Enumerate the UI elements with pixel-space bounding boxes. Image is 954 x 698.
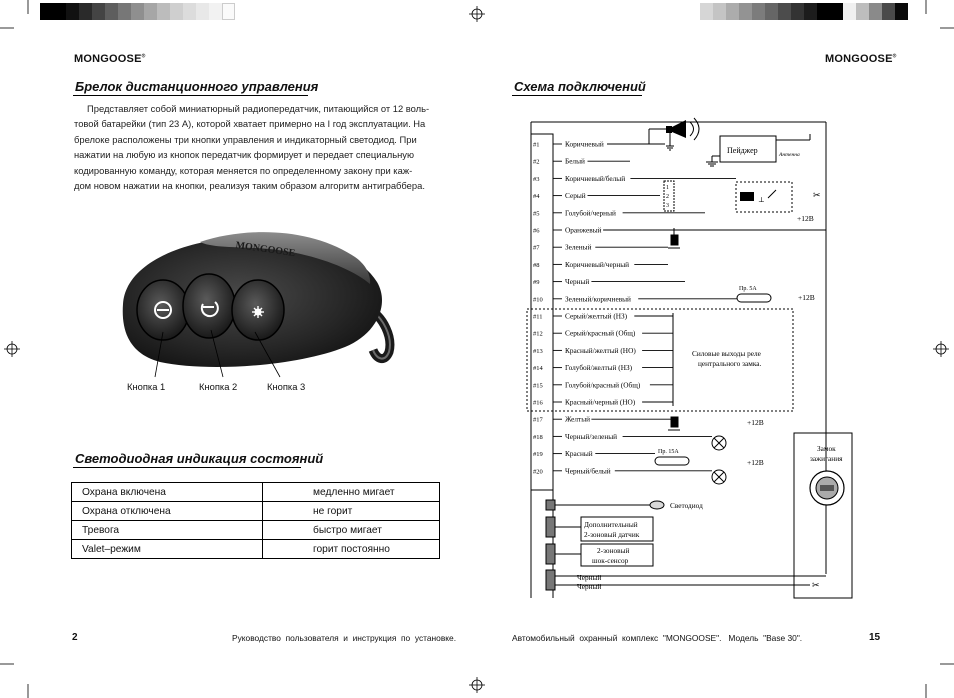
extra-sensor-label: 2-зоновый датчик — [584, 530, 640, 539]
pin-number: #13 — [533, 347, 543, 355]
plus12-label: +12В — [747, 418, 764, 427]
wire-label: Коричневый/белый — [565, 173, 626, 183]
wire-label: Коричневый/черный — [565, 259, 630, 269]
wire-label: Красный — [565, 449, 593, 459]
extra-sensor-label: Дополнительный — [584, 520, 638, 529]
wire-label: Красный/черный (НО) — [565, 397, 636, 407]
antenna-label: Антенна — [779, 152, 800, 158]
remote-section-title: Брелок дистанционного управления — [75, 79, 319, 94]
wire-label: Серый/красный (Общ) — [565, 328, 636, 338]
fuse-15a-label: Пр. 15А — [658, 449, 679, 455]
wire-label: Голубой/черный — [565, 208, 616, 218]
brand-logo-right: MONGOOSE® — [825, 53, 897, 65]
button-3-label: Кнопка 3 — [267, 381, 306, 392]
brand-logo-left: MONGOOSE® — [74, 53, 146, 65]
led-label: Светодиод — [670, 501, 703, 510]
pin-number: #6 — [533, 227, 540, 235]
lock-outputs-text: Силовые выходы реле — [692, 349, 761, 358]
footer-right: Автомобильный охранный комплекс "MONGOOSE". Модель "Base 30". — [512, 633, 803, 643]
led-icon — [650, 501, 664, 509]
siren-icon — [649, 118, 699, 150]
pin-number: #2 — [533, 158, 540, 166]
pin-number: #18 — [533, 433, 543, 441]
wire-label: Белый — [565, 156, 585, 166]
pin-number: #11 — [533, 313, 543, 321]
pin-number: #20 — [533, 468, 543, 476]
wire-label: Коричневый — [565, 139, 604, 149]
pin-number: #5 — [533, 210, 540, 218]
fuse-5a-label: Пр. 5А — [739, 286, 757, 292]
wire-label: Черный — [565, 277, 590, 287]
led-cell: быстро мигает — [263, 521, 440, 540]
button-2-label: Кнопка 2 — [199, 381, 238, 392]
wire-label: Голубой/красный (Общ) — [565, 380, 641, 390]
plus12-label: +12В — [797, 214, 814, 223]
ignition-label: Замок — [817, 444, 836, 453]
wire-label: Серый — [565, 191, 586, 201]
title-rule — [73, 467, 301, 468]
pin-number: #7 — [533, 244, 540, 252]
fuse-5a — [737, 294, 771, 302]
wire-label: Зеленый/коричневый — [565, 294, 631, 304]
channel-3: 3 — [666, 203, 669, 209]
black-wire-label: Черный — [577, 582, 602, 591]
pin-number: #8 — [533, 261, 540, 269]
switch-glyph: ⊥ — [758, 196, 765, 204]
channel-1: 1 — [666, 185, 669, 191]
state-cell: Valet–режим — [72, 540, 263, 559]
pin-number: #1 — [533, 141, 540, 149]
lock-outputs-text: центрального замка. — [698, 359, 762, 368]
remote-brand-text: MONGOOSE — [234, 239, 296, 260]
remote-keyfob-image — [115, 222, 405, 384]
shock-sensor-label: шок-сенсор — [592, 556, 629, 565]
led-cell: не горит — [263, 502, 440, 521]
scissors-icon: ✂ — [813, 190, 821, 200]
pager-label: Пейджер — [727, 146, 758, 155]
wire-label: Зеленый — [565, 242, 592, 252]
light-relay-icon — [668, 228, 680, 430]
pin-number: #12 — [533, 330, 543, 338]
state-cell: Охрана включена — [72, 483, 263, 502]
channel-2: 2 — [666, 194, 669, 200]
led-cell: медленно мигает — [263, 483, 440, 502]
wire-label: Желтый — [565, 414, 591, 424]
plus12-label: +12В — [747, 458, 764, 467]
pin-number: #14 — [533, 365, 543, 373]
pin-number: #19 — [533, 451, 543, 459]
title-rule — [73, 95, 308, 96]
table-row — [72, 502, 440, 521]
wire-label: Черный/белый — [565, 466, 611, 476]
intro-paragraph: Представляет собой миниатюрный радиопередатчик, питающийся от 12 воль- товой батарейки (тип 23 А), которой хватает примерно на I год эксплуатации. На брелоке расположены три кнопки управления и индикаторный светодиод. При нажатии на любую из кнопок передатчик формирует и передает специальную кодированную команду, которая меняется по определенному закону при каж- дом новом нажатии на кнопки, реализуя таким образом алгоритм антиграббера. — [74, 103, 430, 192]
page-number-right: 15 — [869, 632, 881, 643]
table-row — [72, 521, 440, 540]
led-cell: горит постоянно — [263, 540, 440, 559]
wire-label: Черный/зеленый — [565, 431, 618, 441]
black-wire-label: Черный — [577, 573, 602, 582]
pin-number: #9 — [533, 279, 540, 287]
wire-label: Голубой/желтый (НЗ) — [565, 363, 633, 373]
page-number-left: 2 — [72, 632, 78, 643]
lamp-icon — [712, 436, 726, 484]
pin-number: #17 — [533, 416, 543, 424]
pin-number: #3 — [533, 175, 540, 183]
ignition-switch-icon — [810, 471, 844, 505]
state-cell: Охрана отключена — [72, 502, 263, 521]
table-row — [72, 540, 440, 559]
wiring-diagram — [500, 100, 900, 610]
plus12-label: +12В — [798, 293, 815, 302]
pin-number: #16 — [533, 399, 543, 407]
fuse-15a — [655, 457, 689, 465]
title-rule — [512, 95, 642, 96]
led-states-table — [71, 482, 440, 559]
pin-number: #10 — [533, 296, 543, 304]
footer-left: Руководство пользователя и инструкция по установке. — [232, 633, 457, 643]
wire-label: Оранжевый — [565, 225, 602, 235]
pin-number: #15 — [533, 382, 543, 390]
ignition-label: зажигания — [810, 454, 843, 463]
wiring-section-title: Схема подключений — [514, 79, 646, 94]
button-1-label: Кнопка 1 — [127, 381, 166, 392]
led-section-title: Светодиодная индикация состояний — [75, 451, 324, 466]
shock-sensor-label: 2-зоновый — [597, 546, 630, 555]
pin-number: #4 — [533, 193, 540, 201]
scissors-icon-bottom: ✂ — [812, 580, 820, 590]
wire-label: Красный/желтый (НО) — [565, 345, 636, 355]
state-cell: Тревога — [72, 521, 263, 540]
wire-label: Серый/желтый (НЗ) — [565, 311, 628, 321]
table-row — [72, 483, 440, 502]
